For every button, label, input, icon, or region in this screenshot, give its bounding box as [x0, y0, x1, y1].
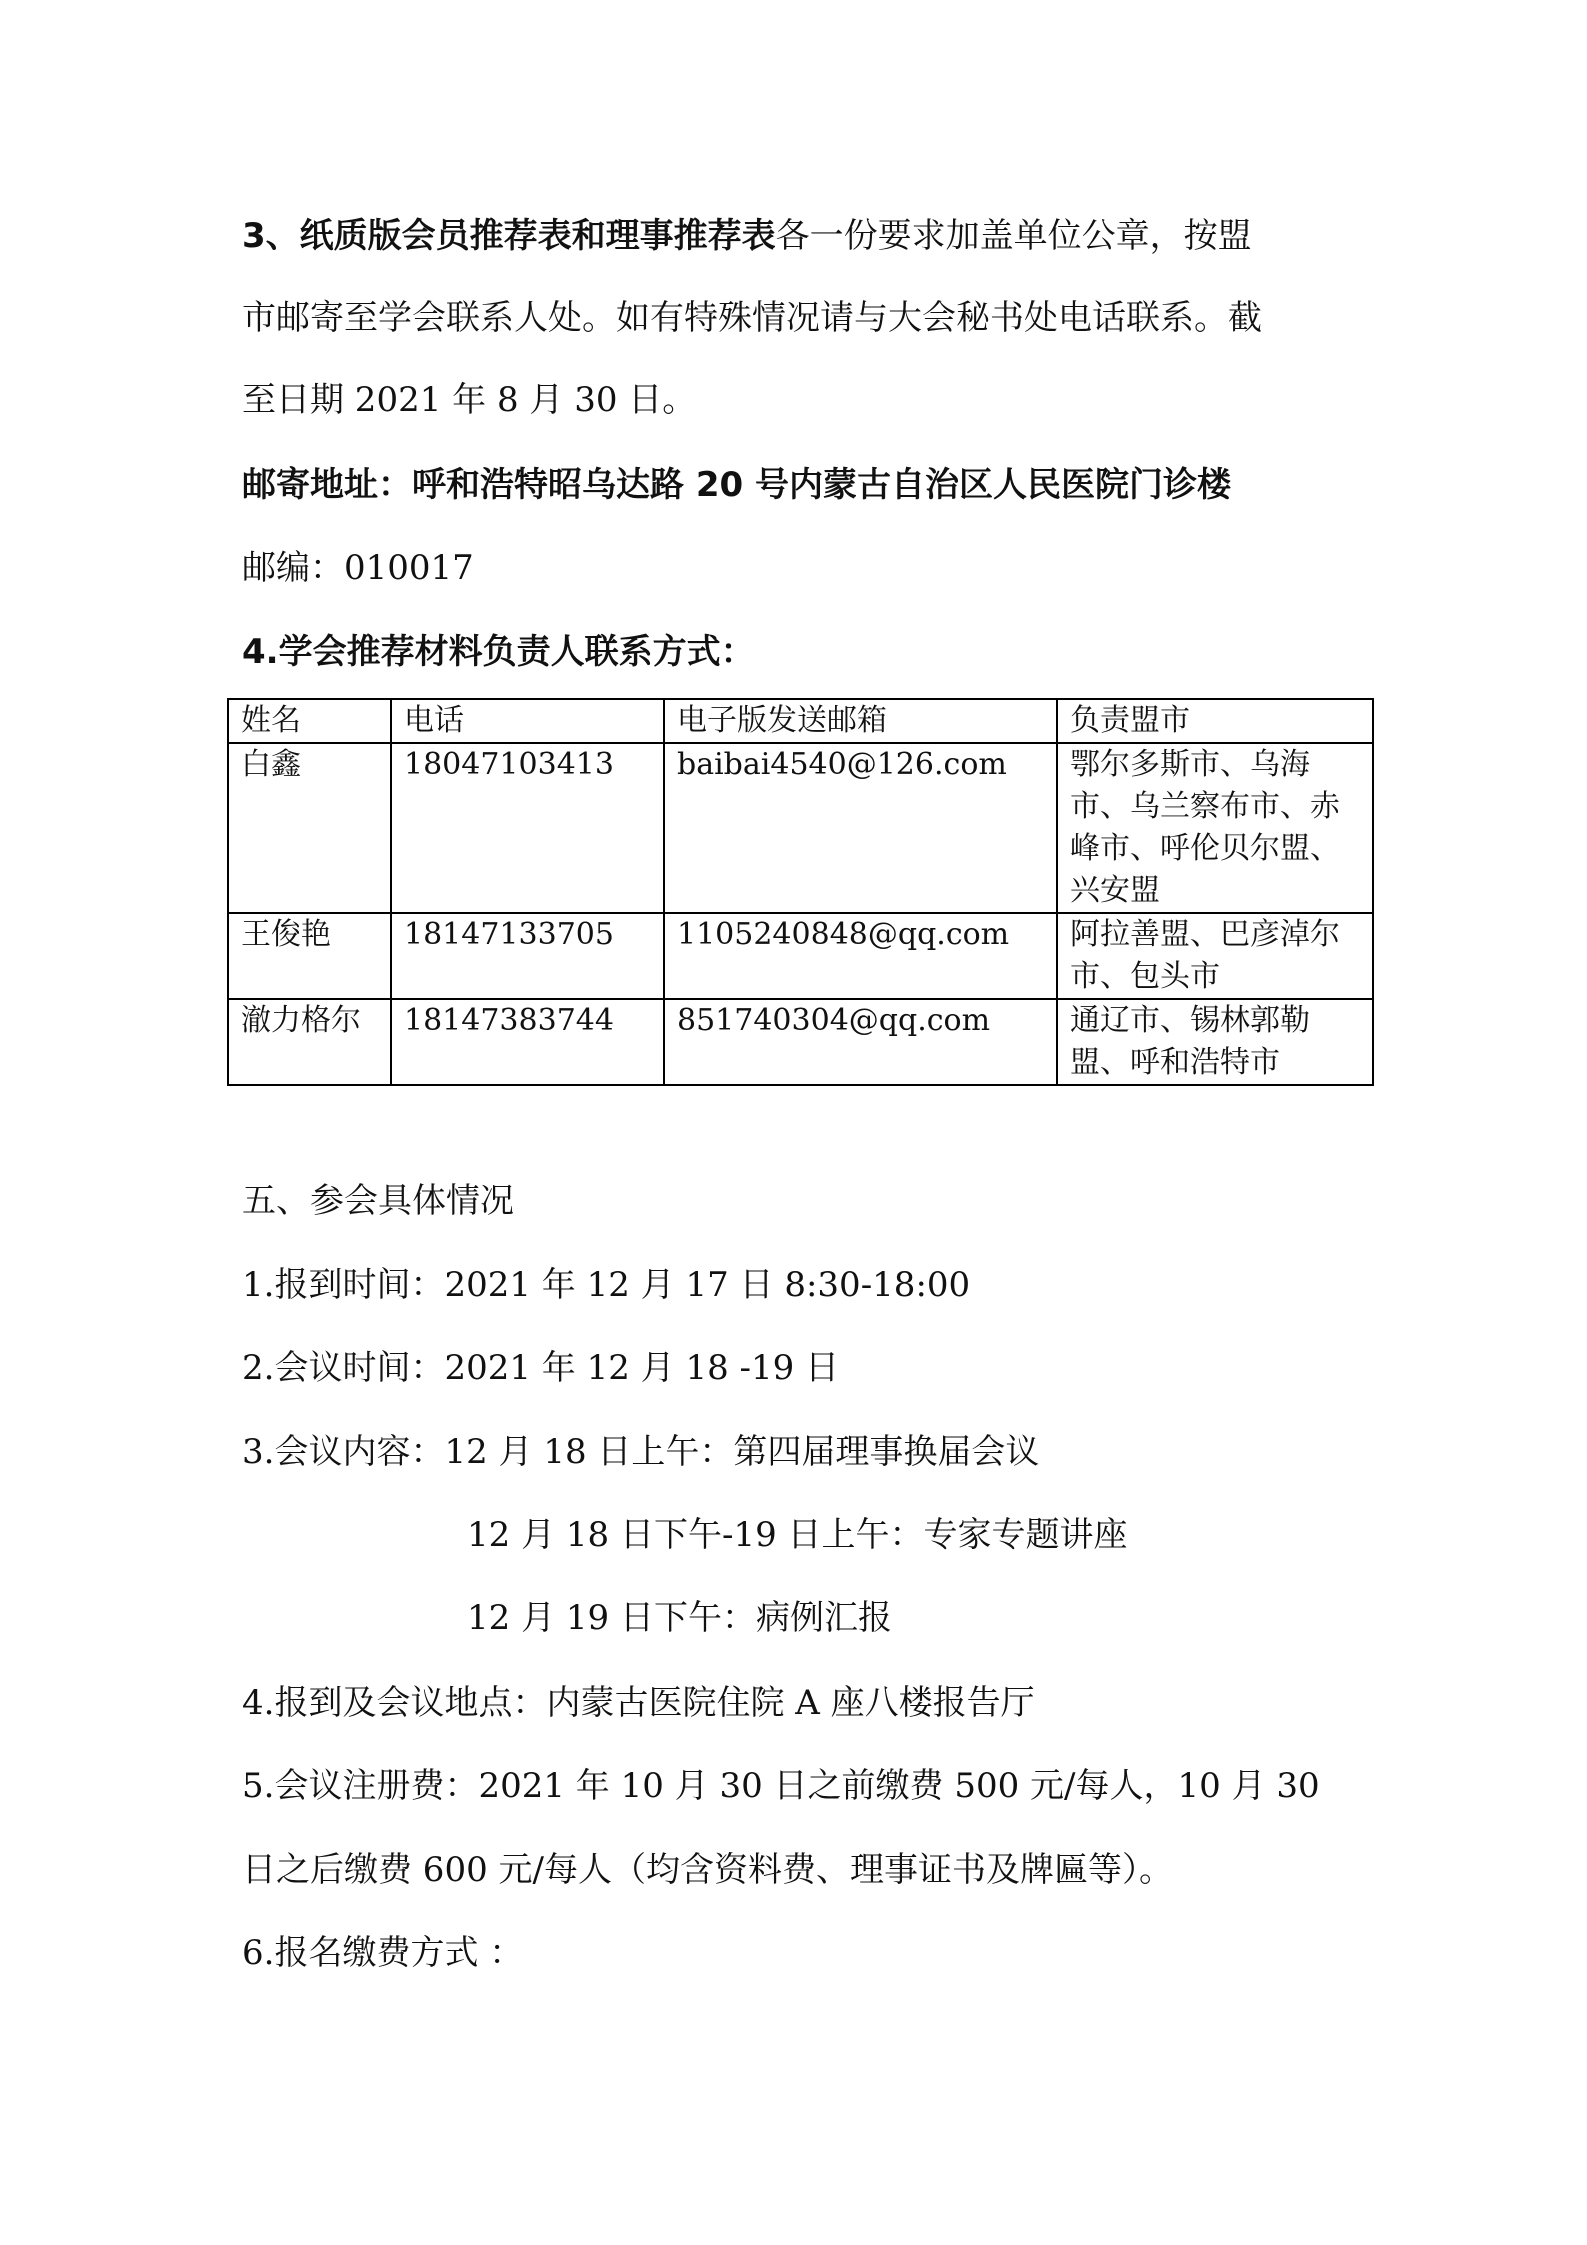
payment-method: 6.报名缴费方式 ： [242, 1933, 524, 1973]
meeting-venue: 4.报到及会议地点：内蒙古医院住院 A 座八楼报告厅 [242, 1683, 1035, 1723]
meeting-content-1: 3.会议内容：12 月 18 日上午：第四届理事换届会议 [242, 1432, 1040, 1472]
table-header-row [228, 699, 1373, 743]
contact-region [1057, 913, 1373, 999]
item3-rest-text: 各一份要求加盖单位公章，按盟 [775, 216, 1252, 256]
region-line: 鄂尔多斯市、乌海 [1070, 747, 1310, 782]
item3-line1 [242, 216, 1252, 256]
meeting-content-3: 12 月 19 日下午：病例汇报 [467, 1598, 892, 1638]
region-line: 峰市、呼伦贝尔盟、 [1070, 831, 1340, 866]
contact-email: 851740304@qq.com [664, 999, 1057, 1085]
contact-name: 王俊艳 [228, 913, 391, 999]
table-row [228, 743, 1373, 913]
header-region: 负责盟市 [1057, 699, 1373, 743]
contact-phone: 18147383744 [391, 999, 664, 1085]
registration-fee-1: 5.会议注册费：2021 年 10 月 30 日之前缴费 500 元/每人，10 月 30 [242, 1766, 1320, 1806]
contact-name: 白鑫 [228, 743, 391, 913]
contact-name: 澈力格尔 [228, 999, 391, 1085]
contact-email: 1105240848@qq.com [664, 913, 1057, 999]
region-line: 兴安盟 [1070, 873, 1160, 908]
contact-phone: 18047103413 [391, 743, 664, 913]
table-row [228, 999, 1373, 1085]
meeting-time: 2.会议时间：2021 年 12 月 18 -19 日 [242, 1348, 840, 1388]
meeting-content-2: 12 月 18 日下午-19 日上午：专家专题讲座 [467, 1515, 1128, 1555]
section5-title: 五、参会具体情况 [242, 1181, 514, 1221]
region-line: 阿拉善盟、巴彦淖尔 [1070, 917, 1340, 952]
mailing-address: 邮寄地址：呼和浩特昭乌达路 20 号内蒙古自治区人民医院门诊楼 [242, 465, 1231, 505]
header-name: 姓名 [228, 699, 391, 743]
region-line: 通辽市、锡林郭勒 [1070, 1003, 1310, 1038]
contact-heading: 4.学会推荐材料负责人联系方式： [242, 632, 755, 672]
registration-fee-2: 日之后缴费 600 元/每人（均含资料费、理事证书及牌匾等）。 [242, 1850, 1173, 1890]
postcode: 邮编：010017 [242, 548, 474, 588]
item3-line2: 市邮寄至学会联系人处。如有特殊情况请与大会秘书处电话联系。截 [242, 298, 1262, 338]
contact-region [1057, 743, 1373, 913]
header-phone: 电话 [391, 699, 664, 743]
item3-bold-text: 3、纸质版会员推荐表和理事推荐表 [242, 216, 776, 256]
item3-line3: 至日期 2021 年 8 月 30 日。 [242, 380, 697, 420]
region-line: 市、乌兰察布市、赤 [1070, 789, 1340, 824]
region-line: 盟、呼和浩特市 [1070, 1045, 1280, 1080]
contact-region [1057, 999, 1373, 1085]
header-email: 电子版发送邮箱 [664, 699, 1057, 743]
checkin-time: 1.报到时间：2021 年 12 月 17 日 8:30-18:00 [242, 1265, 971, 1305]
contacts-table [227, 698, 1374, 1086]
contact-phone: 18147133705 [391, 913, 664, 999]
region-line: 市、包头市 [1070, 959, 1220, 994]
table-row [228, 913, 1373, 999]
contact-email: baibai4540@126.com [664, 743, 1057, 913]
